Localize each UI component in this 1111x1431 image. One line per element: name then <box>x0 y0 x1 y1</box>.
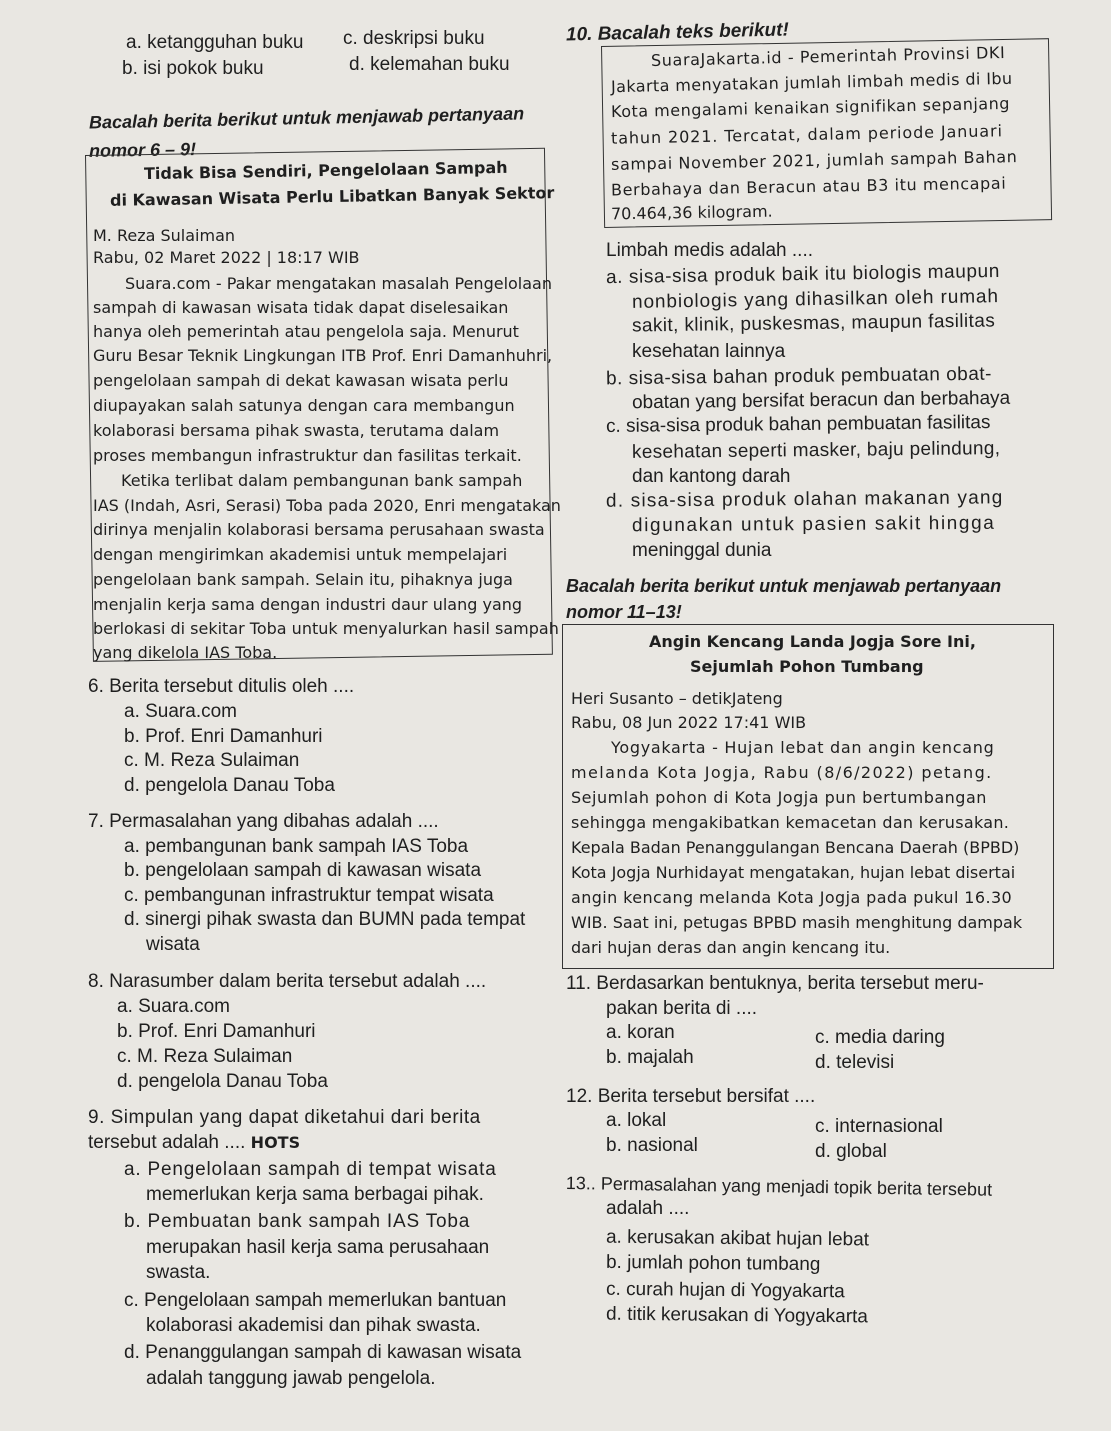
q8-option-d[interactable]: d. pengelola Danau Toba <box>117 1071 328 1092</box>
q7-stem: 7. Permasalahan yang dibahas adalah .... <box>88 811 439 832</box>
q6-option-d[interactable]: d. pengelola Danau Toba <box>124 775 335 796</box>
q11-option-a[interactable]: a. koran <box>606 1022 675 1043</box>
article1-date: Rabu, 02 Maret 2022 | 18:17 WIB <box>93 248 360 267</box>
article2-title-line1: Angin Kencang Landa Jogja Sore Ini, <box>649 632 976 651</box>
article2-line: Yogyakarta - Hujan lebat dan angin kencang <box>611 738 995 757</box>
q5-option-c[interactable]: c. deskripsi buku <box>343 28 485 49</box>
article1-title-line2: di Kawasan Wisata Perlu Libatkan Banyak Sektor <box>109 183 555 210</box>
q6-option-b[interactable]: b. Prof. Enri Damanhuri <box>124 726 323 747</box>
q9-stem-line1: 9. Simpulan yang dapat diketahui dari berita <box>88 1107 481 1128</box>
q12-option-b[interactable]: b. nasional <box>606 1135 698 1156</box>
q5-option-b[interactable]: b. isi pokok buku <box>122 58 264 79</box>
q7-option-d[interactable]: d. sinergi pihak swasta dan BUMN pada tempat <box>124 909 526 930</box>
q9-option-b-cont: merupakan hasil kerja sama perusahaan <box>146 1237 490 1258</box>
q10-box-line: 70.464,36 kilogram. <box>610 201 773 224</box>
q12-option-c[interactable]: c. internasional <box>815 1116 943 1137</box>
q10-option-a-cont2: sakit, klinik, puskesmas, maupun fasilitas <box>631 310 996 337</box>
article1-line: hanya oleh pemerintah atau pengelola saja. Menurut <box>93 322 519 341</box>
q9-option-d-cont: adalah tanggung jawab pengelola. <box>146 1368 436 1389</box>
article2-line: Kota Jogja Nurhidayat mengatakan, hujan lebat disertai <box>571 863 1016 882</box>
q11-stem-line1: 11. Berdasarkan bentuknya, berita tersebut meru- <box>566 973 984 994</box>
q12-option-a[interactable]: a. lokal <box>606 1110 667 1131</box>
q10-option-d-cont: digunakan untuk pasien sakit hingga <box>631 512 996 537</box>
q10-option-b-cont: obatan yang bersifat beracun dan berbahaya <box>631 387 1011 414</box>
q7-option-c[interactable]: c. pembangunan infrastruktur tempat wisata <box>124 885 494 906</box>
article1-line: Ketika terlibat dalam pembangunan bank sampah <box>121 471 523 490</box>
q11-option-c[interactable]: c. media daring <box>815 1027 945 1048</box>
q12-option-d[interactable]: d. global <box>815 1141 887 1162</box>
q7-option-d-cont: wisata <box>146 934 200 955</box>
intro-11-13-line2: nomor 11–13! <box>566 602 682 622</box>
q13-option-c[interactable]: c. curah hujan di Yogyakarta <box>605 1278 845 1303</box>
article1-line: yang dikelola IAS Toba. <box>93 643 278 662</box>
q10-option-c-cont2: dan kantong darah <box>632 466 791 487</box>
q10-box-line: sampai November 2021, jumlah sampah Bahan <box>610 147 1018 174</box>
q11-stem-line2: pakan berita di .... <box>606 998 758 1019</box>
q6-stem: 6. Berita tersebut ditulis oleh .... <box>88 676 355 697</box>
intro-6-9-line2: nomor 6 – 9! <box>88 139 197 161</box>
q10-stem: 10. Bacalah teks berikut! <box>565 19 790 46</box>
article1-line: pengelolaan bank sampah. Selain itu, pihaknya juga <box>93 570 513 589</box>
q8-stem: 8. Narasumber dalam berita tersebut adalah .... <box>88 971 487 992</box>
hots-badge: HOTS <box>250 1133 301 1152</box>
q10-option-a-cont: nonbiologis yang dihasilkan oleh rumah <box>631 286 1000 313</box>
q9-option-b-cont2: swasta. <box>146 1262 211 1283</box>
q9-stem-text: tersebut adalah .... <box>88 1132 246 1153</box>
q10-option-a[interactable]: a. sisa-sisa produk baik itu biologis maupun <box>605 260 1001 289</box>
q7-option-a[interactable]: a. pembangunan bank sampah IAS Toba <box>124 836 469 857</box>
q10-box-line: Jakarta menyatakan jumlah limbah medis di Ibu <box>610 68 1013 97</box>
q9-option-d[interactable]: d. Penanggulangan sampah di kawasan wisata <box>124 1342 522 1363</box>
article1-line: Guru Besar Teknik Lingkungan ITB Prof. Enri Damanhuhri, <box>93 346 553 365</box>
q10-option-d-cont2: meninggal dunia <box>632 540 772 561</box>
article1-title-line1: Tidak Bisa Sendiri, Pengelolaan Sampah <box>143 157 508 184</box>
q9-option-c[interactable]: c. Pengelolaan sampah memerlukan bantuan <box>124 1290 507 1311</box>
article1-line: IAS (Indah, Asri, Serasi) Toba pada 2020, Enri mengatakan <box>93 496 561 515</box>
q7-option-b[interactable]: b. pengelolaan sampah di kawasan wisata <box>124 860 482 881</box>
q10-option-c[interactable]: c. sisa-sisa produk bahan pembuatan fasilitas <box>605 411 991 438</box>
q6-option-a[interactable]: a. Suara.com <box>124 701 237 722</box>
article2-title-line2: Sejumlah Pohon Tumbang <box>690 657 924 676</box>
article2-line: WIB. Saat ini, petugas BPBD masih menghitung dampak <box>571 913 1023 932</box>
article2-line: Sejumlah pohon di Kota Jogja pun bertumbangan <box>571 788 987 807</box>
intro-11-13-line1: Bacalah berita berikut untuk menjawab pertanyaan <box>566 576 1002 596</box>
article1-line: sampah di kawasan wisata tidak dapat diselesaikan <box>93 298 509 317</box>
article1-line: dirinya menjalin kolaborasi bersama perusahaan swasta <box>93 520 545 539</box>
q10-box-line: Berbahaya dan Beracun atau B3 itu mencapai <box>610 173 1007 200</box>
q9-option-c-cont: kolaborasi akademisi dan pihak swasta. <box>146 1315 481 1336</box>
q10-option-b[interactable]: b. sisa-sisa bahan produk pembuatan obat- <box>605 363 993 390</box>
article2-line: angin kencang melanda Kota Jogja pada pukul 16.30 <box>571 888 1013 907</box>
article1-author: M. Reza Sulaiman <box>93 226 236 245</box>
article2-line: Kepala Badan Penanggulangan Bencana Daerah (BPBD) <box>571 838 1020 857</box>
q8-option-b[interactable]: b. Prof. Enri Damanhuri <box>117 1021 316 1042</box>
q10-option-d[interactable]: d. sisa-sisa produk olahan makanan yang <box>605 487 1004 512</box>
q5-option-a[interactable]: a. ketangguhan buku <box>126 32 304 53</box>
q9-option-a-cont: memerlukan kerja sama berbagai pihak. <box>146 1184 484 1205</box>
article2-line: melanda Kota Jogja, Rabu (8/6/2022) petang. <box>571 763 993 782</box>
q10-question: Limbah medis adalah .... <box>606 240 814 261</box>
q12-stem: 12. Berita tersebut bersifat .... <box>566 1086 816 1107</box>
article1-line: proses membangun infrastruktur dan fasilitas terkait. <box>93 446 522 465</box>
q13-option-d[interactable]: d. titik kerusakan di Yogyakarta <box>605 1303 869 1328</box>
article1-line: dengan mengirimkan akademisi untuk mempelajari <box>93 545 508 564</box>
q11-option-b[interactable]: b. majalah <box>606 1047 694 1068</box>
article2-line: sehingga mengakibatkan kemacetan dan kerusakan. <box>571 813 1010 832</box>
q10-option-c-cont: kesehatan seperti masker, baju pelindung, <box>631 438 1001 463</box>
q8-option-c[interactable]: c. M. Reza Sulaiman <box>117 1046 293 1067</box>
q11-option-d[interactable]: d. televisi <box>815 1052 895 1073</box>
q13-option-b[interactable]: b. jumlah pohon tumbang <box>605 1251 821 1276</box>
q13-stem-line2: adalah .... <box>606 1198 690 1219</box>
q10-option-a-cont3: kesehatan lainnya <box>632 341 786 362</box>
q8-option-a[interactable]: a. Suara.com <box>117 996 230 1017</box>
article1-line: Suara.com - Pakar mengatakan masalah Pengelolaan <box>125 274 552 293</box>
q10-box-line: Kota mengalami kenaikan signifikan sepanjang <box>610 93 1011 122</box>
q9-option-a[interactable]: a. Pengelolaan sampah di tempat wisata <box>124 1159 497 1180</box>
article1-line: berlokasi di sekitar Toba untuk menyalurkan hasil sampah <box>93 619 559 638</box>
q5-option-d[interactable]: d. kelemahan buku <box>349 54 510 75</box>
article2-date: Rabu, 08 Jun 2022 17:41 WIB <box>571 713 807 732</box>
q13-stem-line1: 13.. Permasalahan yang menjadi topik berita tersebut <box>565 1173 993 1200</box>
article1-line: pengelolaan sampah di dekat kawasan wisata perlu <box>93 371 509 390</box>
q6-option-c[interactable]: c. M. Reza Sulaiman <box>124 750 300 771</box>
article1-line: kolaborasi bersama pihak swasta, terutama dalam <box>93 421 500 440</box>
article1-line: diupayakan salah satunya dengan cara membangun <box>93 396 515 415</box>
q13-option-a[interactable]: a. kerusakan akibat hujan lebat <box>605 1226 870 1251</box>
article2-author: Heri Susanto – detikJateng <box>571 689 783 708</box>
q10-box-line: tahun 2021. Tercatat, dalam periode Januari <box>610 121 1003 148</box>
q10-box-line: SuaraJakarta.id - Pemerintah Provinsi DKI <box>650 42 1006 71</box>
q9-option-b[interactable]: b. Pembuatan bank sampah IAS Toba <box>124 1211 471 1232</box>
intro-6-9-line1: Bacalah berita berikut untuk menjawab pertanyaan <box>88 103 525 133</box>
q9-stem-line2 <box>88 1132 300 1154</box>
article1-line: menjalin kerja sama dengan industri daur ulang yang <box>93 595 523 614</box>
article2-line: dari hujan deras dan angin kencang itu. <box>571 938 891 957</box>
